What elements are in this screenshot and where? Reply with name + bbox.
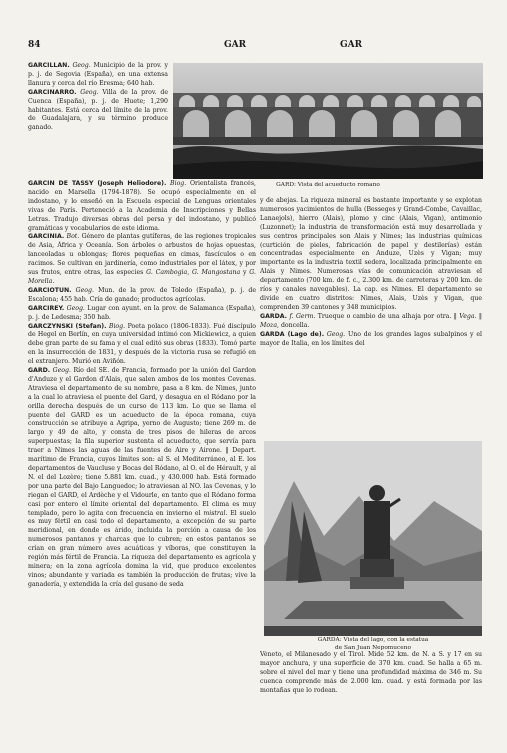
entry: GARDA. f. Germ. Trueque o cambio de una alhaja por otra. ‖ Vega. ‖ Moza, doncella. <box>260 312 482 329</box>
entry: GARCIREY. Geog. Lugar con ayunt. en la prov. de Salamanca (España), p. j. de Ledesma; 350 hab. <box>28 304 256 321</box>
column-left <box>28 180 256 728</box>
column-left-top <box>28 62 168 178</box>
entry: GARD. Geog. Río del SE. de Francia, formado por la unión del Gardon d'Anduze y el Gardon d'Alais, que salen ambos de los montes Cevenas. Atraviesa el departamento de su nombre, pasa a 8 km. de Nimes, junto a la cual lo atraviesa el puente del Gard, y desagua en el Ródano por la orilla derecha después de un curso de 113 km. Lo que se llama el puente del GARD es un acueducto de la época romana, cuya construcción se atribuye a Agripa, yerno de Augusto; tiene 269 m. de largo y 49 de alto, y consta de tres pisos de hileras de arcos superpuestas; la fila superior sustenta el acueducto, que servía para traer a Nimes las aguas de las fuentes de Aire y Airone. ‖ Depart. marítimo de Francia, cuyos límites son: al S. el Mediterráneo, al E. los departamentos de Vaucluse y Bocas del Ródano, al O. el de Hérault, y al N. el del Lozère; tiene 5.881 km. cuad., y 430.000 hab. Está formado por una parte del Bajo Languedoc; lo atraviesan al NO. las Cevenas, y lo riegan el GARD, el Ardèche y el Vidourle, en tanto que el Ródano forma casi por entero el límite oriental del departamento. El clima es muy templado, pero lo agita con frecuencia en invierno el mistral. El suelo es muy fértil en casi todo el departamento, a excepción de su parte meridional, en donde es árido, incluida la porción a causa de los numerosos pantanos y charcas que lo cubren; en estos pantanos se crían en gran número aves acuáticas y víboras, que constituyen la región más fértil de Francia. La riqueza del departamento es agrícola y minera; en la zona agrícola domina la vid, que produce excelentes vinos; abundante y variada es también la producción de frutas; vive la ganadería, y extendida la cría del gusano de seda <box>28 367 256 588</box>
lake-caption-line-1: GARDA: Vista del lago, con la estatua <box>317 637 429 643</box>
entry: GARCIOTUN. Geog. Mun. de la prov. de Toledo (España), p. j. de Escalona; 455 hab. Cría de ganado; productos agrícolas. <box>28 286 256 303</box>
lake-statue-caption <box>264 637 482 652</box>
running-head-right: GAR <box>340 40 363 50</box>
aqueduct-photo <box>173 63 483 179</box>
column-right <box>260 197 482 439</box>
entry: GARCILLÁN. Geog. Municipio de la prov. y p. j. de Segovia (España), en una extensa llanura y cerca del río Eresma; 640 hab. <box>28 62 168 87</box>
entry: GARCZYNSKI (Stefan). Biog. Poeta polaco (1806-1833). Fué discípulo de Hegel en Berlín, en cuya universidad intimó con Mickiewicz, a quien debe gran parte de su fama y el cual editó sus obras (1833). Tomó parte en la insurrección de 1831, y después de la victoria rusa se refugió en el extranjero. Murió en Aviñón. <box>28 322 256 366</box>
entry: GARCINARRO. Geog. Villa de la prov. de Cuenca (España), p. j. de Huete; 1,290 habitantes. Está cerca del límite de la prov. de Guadalajara, y su término produce ganado. <box>28 88 168 132</box>
column-right-bottom <box>260 651 482 736</box>
entry: GARCÍN DE TASSY (Joseph Heliodore). Biog. Orientalista francés, nacido en Marsella (1794-1878). Se ocupó especialmente en el indostano, y lo enseñó en la Escuela especial de Lenguas orientales vivas de París. Perteneció a la Academia de Inscripciones y Bellas Letras. Tradujo diversas obras del persa y del indostano, y publicó gramáticas y vocabularios de este idioma. <box>28 180 256 232</box>
entry: y de abejas. La riqueza mineral es bastante importante y se explotan numerosos yacimientos de hulla (Besseges y Grand-Combe, Cavaillac, Lanaejols), hierro (Alais), plomo y cinc (Alais, Vigan), antimonio (Luzonnet); la industria de transformación está muy desarrollada y sus centros principales son Alais y Nimes; las industrias químicas (curtición de pieles, fabricación de papel y destilerías) están concentradas especialmente en Anduze, Uzès y Vigan; muy importante es la industria textil sedera, localizada principalmente en Alais y Nimes. Numerosas vías de comunicación atraviesan el departamento (700 km. de f. c., 2.300 km. de carreteras y 200 km. de ríos y canales navegables). La cap. es Nimes. El departamento se divide en cuatro distritos: Nimes, Alais, Uzès y Vigan, que comprenden 39 cantones y 348 municipios. <box>260 197 482 311</box>
entry: GARCINIA. Bot. Género de plantas gutíferas, de las regiones tropicales de Asia, África y Oceanía. Son árboles o arbustos de hojas opuestas, lanceoladas u oblongas; flores pequeñas en cimas, fascículos o en racimos. Se cultivan en jardinería, como industriales por el látex, y por sus frutos, entre otras, las especies G. Cambogia, G. Mangostana y G. Morella. <box>28 233 256 285</box>
aqueduct-caption: GARD: Vista del acueducto romano <box>276 182 380 188</box>
lake-statue-photo <box>264 441 482 636</box>
entry: GARDA (Lago de). Geog. Uno de los grandes lagos subalpinos y el mayor de Italia, en los límites del <box>260 330 482 347</box>
lake-caption-line-2: de San Juan Nepomuceno <box>335 644 411 651</box>
page-number: 84 <box>28 40 41 50</box>
entry: Véneto, el Milanesado y el Tirol. Mide 52 km. de N. a S. y 17 en su mayor anchura, y una superficie de 370 km. cuad. Se halla a 65 m. sobre el nivel del mar y tiene una profundidad máxima de 346 m. Su cuenca comprende más de 2.000 km. cuad. y está formada por las montañas que lo rodean. <box>260 651 482 694</box>
running-head-left: GAR <box>224 40 247 50</box>
